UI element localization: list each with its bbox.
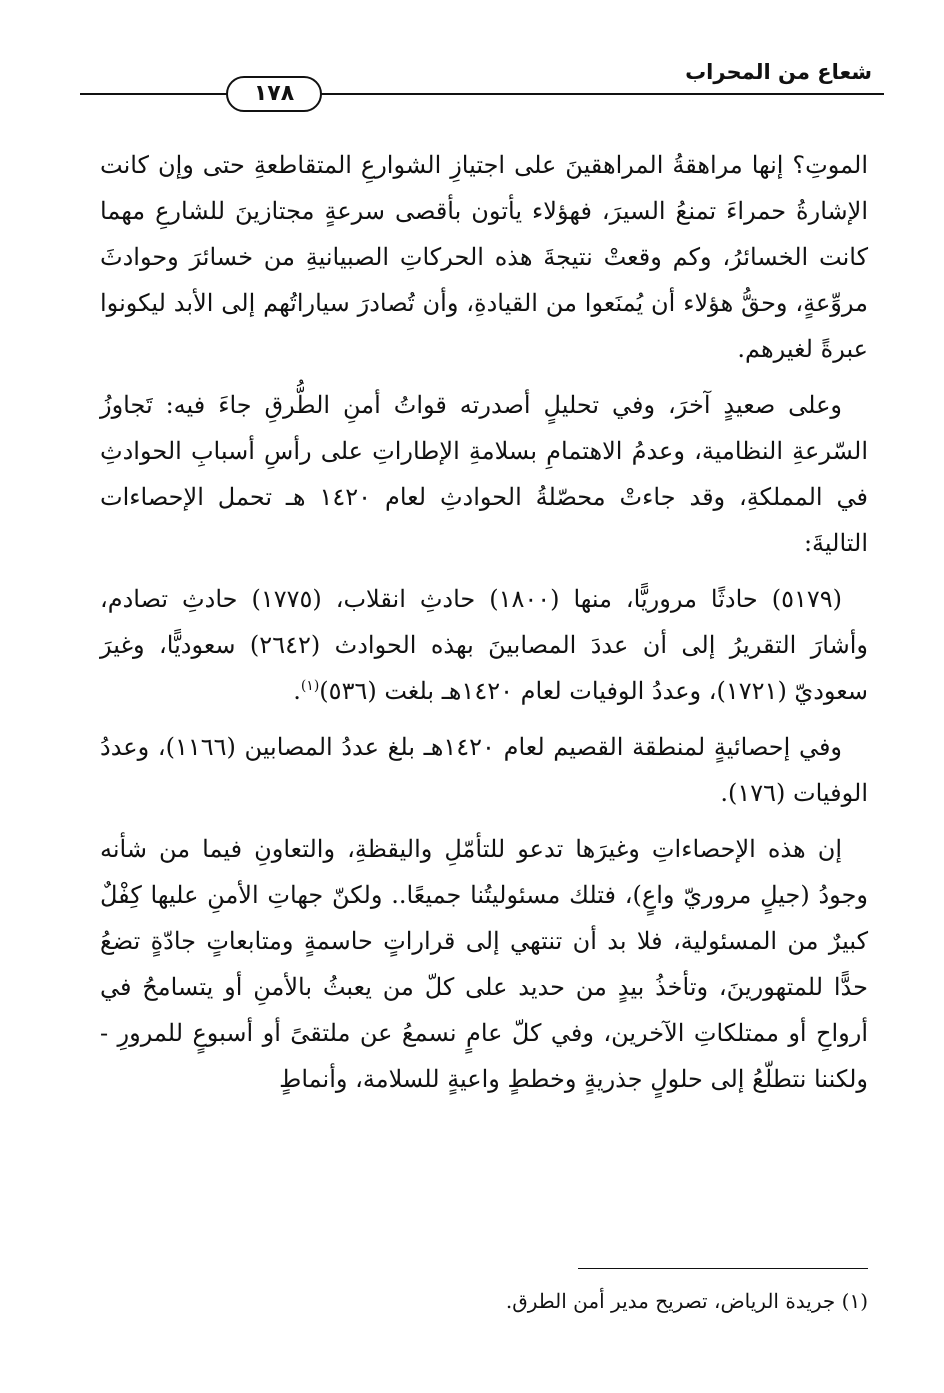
footnote-marker: (١) (300, 678, 320, 694)
paragraph-3 (100, 576, 868, 714)
paragraph-3-text: (٥١٧٩) حادثًا مروريًّا، منها (١٨٠٠) حادثِ انقلاب، (١٧٧٥) حادثِ تصادم، وأشارَ التقريرُ إلى أن عددَ المصابينَ بهذه الحوادث (٢٦٤٢) سعوديًّا، وغيرَ سعوديّ (١٧٢١)، وعددُ الوفيات لعام ١٤٢٠هـ بلغت (٥٣٦) (100, 585, 868, 705)
header-rule (80, 93, 884, 95)
paragraph-4: وفي إحصائيةٍ لمنطقة القصيم لعام ١٤٢٠هـ بلغ عددُ المصابين (١١٦٦)، وعددُ الوفيات (١٧٦). (100, 733, 868, 807)
paragraph-3-end: . (293, 677, 301, 705)
book-title: شعاع من المحراب (685, 60, 872, 84)
footnote: (١) جريدة الرياض، تصريح مدير أمن الطرق. (505, 1289, 868, 1313)
paragraph-1: الموتِ؟ إنها مراهقةُ المراهقينَ على اجتيازِ الشوارعِ المتقاطعةِ حتى وإن كانت الإشارةُ حمراءَ تمنعُ السيرَ، فهؤلاء يأتون بأقصى سرعةٍ مجتازينَ للشارعِ مهما كانت الخسائرُ، وكم وقعتْ نتيجةَ هذه الحركاتِ الصبيانيةِ من خسائرَ وحوادثَ مروِّعةٍ، وحقُّ هؤلاء أن يُمنَعوا من القيادةِ، وأن تُصادرَ سياراتُهم إلى الأبد ليكونوا عبرةً لغيرهم. (100, 151, 868, 363)
footnote-rule (578, 1268, 868, 1269)
page-header (80, 52, 884, 112)
paragraph-5: إن هذه الإحصاءاتِ وغيرَها تدعو للتأمّلِ واليقظةِ، والتعاونِ فيما من شأنه وجودُ (جيلٍ مروريّ واعٍ)، فتلك مسئوليتُنا جميعًا.. ولكنّ جهاتِ الأمنِ عليها كِفْلٌ كبيرٌ من المسئولية، فلا بد أن تنتهي إلى قراراتٍ حاسمةٍ ومتابعاتٍ جادّةٍ تضعُ حدًّا للمتهورينَ، وتأخذُ بيدٍ من حديد على كلّ من يعبثُ بالأمنِ أو يتسامحُ في أرواحِ أو ممتلكاتِ الآخرين، وفي كلّ عامٍ نسمعُ عن ملتقىً أو أسبوعٍ للمرورِ - ولكننا نتطلّعُ إلى حلولٍ جذريةٍ وخططٍ واعيةٍ للسلامة، وأنماطٍ (100, 835, 869, 1093)
page-number: ١٧٨ (226, 76, 322, 112)
page-body (100, 142, 868, 1112)
paragraph-2: وعلى صعيدٍ آخرَ، وفي تحليلٍ أصدرته قواتُ أمنِ الطُّرقِ جاءَ فيه: تَجاوزُ السّرعةِ النظامية، وعدمُ الاهتمامِ بسلامةِ الإطاراتِ على رأسِ أسبابِ الحوادثِ في المملكةِ، وقد جاءتْ محصّلةُ الحوادثِ لعام ١٤٢٠ هـ تحمل الإحصاءات التاليةَ: (100, 391, 868, 557)
